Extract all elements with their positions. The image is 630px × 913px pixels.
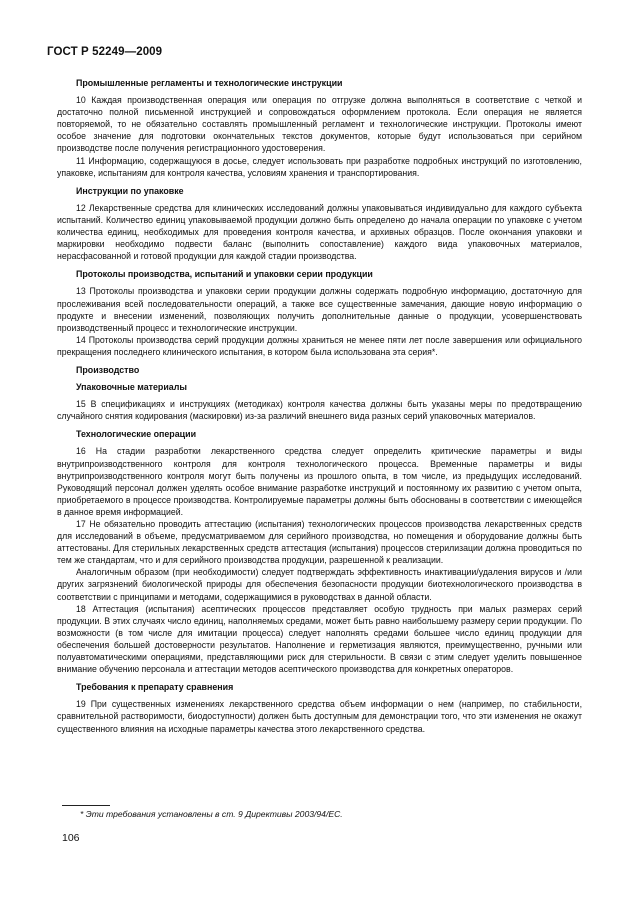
section-heading-production: Производство: [76, 364, 140, 375]
footnote-separator: [62, 805, 110, 806]
paragraph-15: 15 В спецификациях и инструкциях (методиках) контроля качества должны быть указаны меры по предотвращению случайного снятия кодирования (маскировки) из-за различий внешнего вида разных серий упаковочных материалов.: [57, 399, 582, 422]
paragraph-19: 19 При существенных изменениях лекарственного средства объем информации о нем (например, по стабильности, сравнительной растворимости, биодоступности) должен быть доступным для демонстрации того, что эти изменения не окажут существенного влияния на исходные параметры качества этого лекарственного средства.: [57, 699, 582, 734]
paragraph-17: 17 Не обязательно проводить аттестацию (испытания) технологических процессов производства лекарственных средств для исследований в объеме, предусматриваемом для серийного производства, но помещения и оборудование должны быть аттестованы. Для стерильных лекарственных средств аттестация (испытания) процессов стерилизации должна проводиться по тем же стандартам, что и для серийного производства продукции, разрешенной к реализации.: [57, 519, 582, 566]
paragraph-18: 18 Аттестация (испытания) асептических процессов представляет особую трудность при малых размерах серий продукции. В этих случаях число единиц, наполняемых средами, может быть равно наибольшему размеру серии продукции. По возможности (в том числе для имитации процесса) следует наполнять средами большее число единиц продукции для обеспечения большей достоверности результатов. Наполнение и герметизация являются, преимущественно, ручными или полуавтоматическими операциями, представляющими риск для стерильности. В связи с этим следует уделить повышенное внимание обучению персонала и аттестации методов асептического производства для конкретных операторов.: [57, 603, 582, 675]
paragraph-17-continued: Аналогичным образом (при необходимости) следует подтверждать эффективность инактивации/удаления вирусов и /или других загрязнений биологической природы для обеспечения безопасности продукции биотехнологического производства в соответствии с принципами и методами, содержащимися в руководствах в данной области.: [57, 567, 582, 602]
paragraph-13: 13 Протоколы производства и упаковки серии продукции должны содержать подробную информацию, достаточную для прослеживания всей последовательности операций, а также все существенные замечания, дающие новую информацию о продукте и внесении изменений, позволяющих получить дополнительные данные о продукции, усовершенствовать производственный процесс и технологические инструкции.: [57, 286, 582, 333]
section-heading-packaging-instructions: Инструкции по упаковке: [76, 185, 184, 196]
paragraph-12: 12 Лекарственные средства для клинических исследований должны упаковываться индивидуально для каждого субъекта испытаний. Количество единиц упаковываемой продукции должно быть определено до начала операции по упаковке с учетом количества единиц, необходимых для проведения контроля качества, и архивных образцов. После окончания упаковки и маркировки необходимо подвести баланс (выполнить сопоставление) каждого вида упаковочных материалов, нерасфасованной и готовой продукции для каждой стадии производства.: [57, 202, 582, 262]
page-number: 106: [62, 832, 80, 844]
page-header-standard-title: ГОСТ Р 52249—2009: [47, 46, 163, 58]
paragraph-10: 10 Каждая производственная операция или операция по отгрузке должна выполняться в соответствие с четкой и достаточно полной письменной инструкцией и сопровождаться оформлением протокола. Если операция не является повторяемой, то не обязательно составлять промышленный регламент и технологические инструкции. Протоколы имеют особое значение для подготовки окончательных текстов документов, которые будут использоваться при серийном производстве после получения регистрационного удостоверения.: [57, 95, 582, 154]
subsection-heading-process-operations: Технологические операции: [76, 429, 197, 440]
section-heading-regulations: Промышленные регламенты и технологические инструкции: [76, 78, 343, 88]
subsection-heading-comparator: Требования к препарату сравнения: [76, 682, 234, 693]
subsection-heading-packaging-materials: Упаковочные материалы: [76, 382, 187, 393]
footnote: * Эти требования установлены в ст. 9 Директивы 2003/94/ЕС.: [80, 809, 343, 819]
paragraph-14: 14 Протоколы производства серий продукции должны храниться не менее пяти лет после завершения или официального прекращения последнего клинического испытания, в котором была использована эта серия*.: [57, 334, 582, 357]
page-body: [57, 77, 582, 735]
paragraph-11: 11 Информацию, содержащуюся в досье, следует использовать при разработке подробных инструкций по изготовлению, упаковке, испытаниям для контроля качества, условиям хранения и транспортирования.: [57, 155, 582, 178]
section-heading-batch-records: Протоколы производства, испытаний и упаковки серии продукции: [76, 269, 373, 280]
paragraph-16: 16 На стадии разработки лекарственного средства следует определить критические параметры и виды внутрипроизводственного контроля для контроля технологического процесса. Временные параметры и виды внутрипроизводственного контроля могут быть получены из прошлого опыта, в том числе, из предыдущих исследований. Руководящий персонал должен уделять особое внимание разработке инструкций и постоянному их развитию с учетом опыта, приобретаемого в процессе производства. Контролируемые параметры должны быть обоснованы в соответствии с имеющейся в данное время информацией.: [57, 446, 582, 517]
